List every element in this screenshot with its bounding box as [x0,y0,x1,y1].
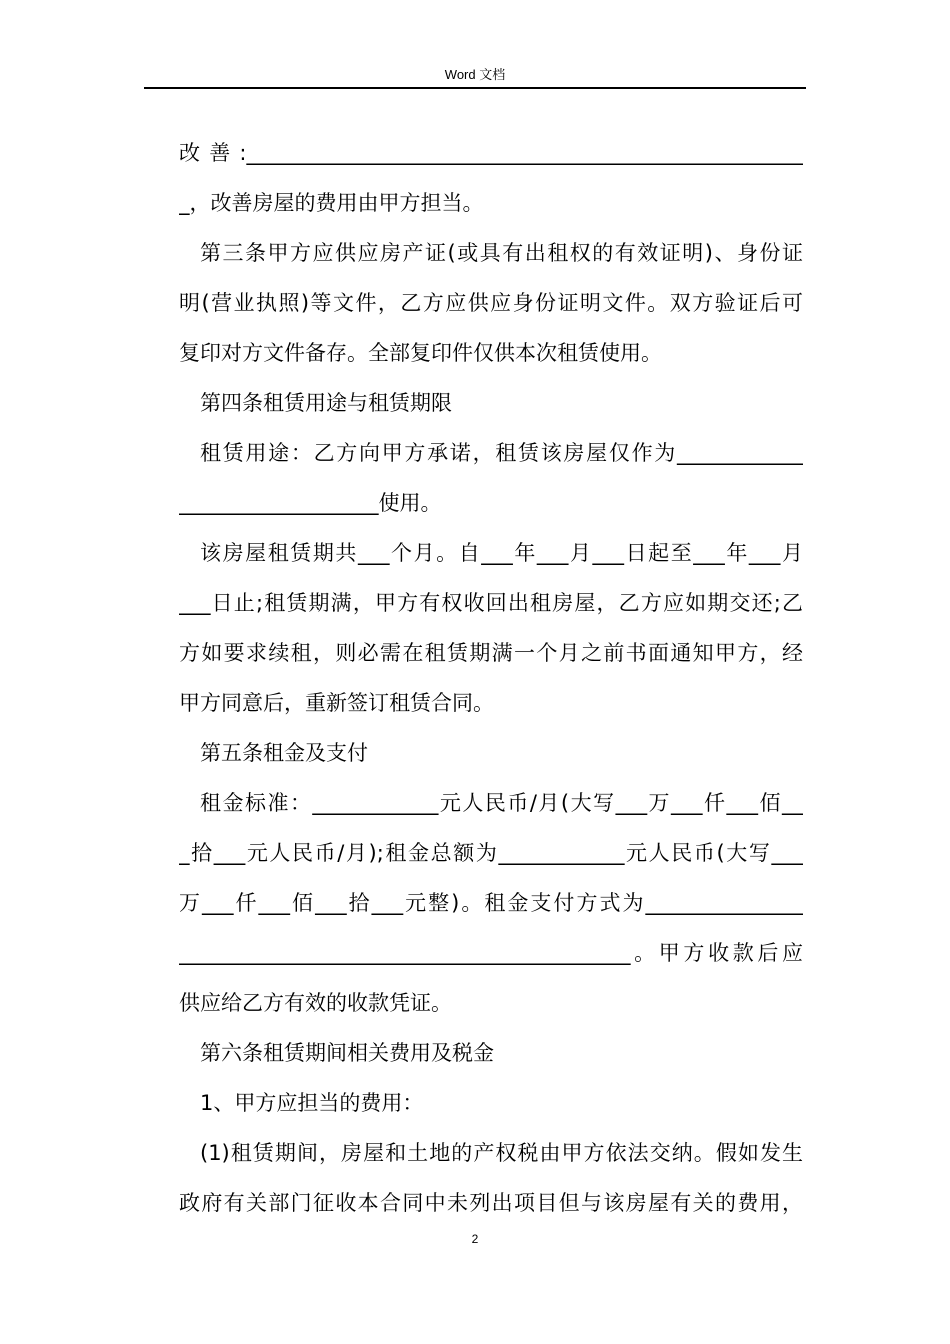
text-line: 复印对方文件备存。全部复印件仅供本次租赁使用。 [179,341,662,365]
section-heading: 第五条租金及支付 [200,741,368,765]
text-line: 方如要求续租，则必需在租赁期满一个月之前书面通知甲方，经 [179,641,803,665]
text-line: ___日止;租赁期满，甲方有权收回出租房屋，乙方应如期交还;乙 [179,591,803,615]
text-line: 改善:_____________________________________________________ [179,141,803,165]
header-divider [144,87,806,89]
section-heading: 第四条租赁用途与租赁期限 [200,391,452,415]
text-line: 供应给乙方有效的收款凭证。 [179,991,452,1015]
text-line: (1)租赁期间，房屋和土地的产权税由甲方依法交纳。假如发生 [200,1141,803,1165]
text-line: ___________________使用。 [179,491,442,515]
text-line: _，改善房屋的费用由甲方担当。 [179,191,484,215]
document-header-title: Word 文档 [444,67,506,82]
text-line: 甲方同意后，重新签订租赁合同。 [179,691,494,715]
text-line: ___________________________________________。甲方收款后应 [179,941,803,965]
text-line: _拾___元人民币/月);租金总额为____________元人民币(大写___ [179,841,803,865]
section-heading: 第六条租赁期间相关费用及税金 [200,1041,494,1065]
text-line: 万___仟___佰___拾___元整)。租金支付方式为_______________ [179,891,803,915]
document-body [179,128,803,1228]
text-line: 明(营业执照)等文件，乙方应供应身份证明文件。双方验证后可 [179,291,803,315]
text-line: 租赁用途：乙方向甲方承诺，租赁该房屋仅作为____________ [200,441,803,465]
text-line: 该房屋租赁期共___个月。自___年___月___日起至___年___月 [200,541,803,565]
page-number: 2 [471,1232,479,1246]
text-line: 租金标准：____________元人民币/月(大写___万___仟___佰__ [200,791,803,815]
text-line: 第三条甲方应供应房产证(或具有出租权的有效证明)、身份证 [200,241,803,265]
list-item-heading: 1、甲方应担当的费用： [200,1091,424,1115]
text-line: 政府有关部门征收本合同中未列出项目但与该房屋有关的费用， [179,1191,803,1215]
